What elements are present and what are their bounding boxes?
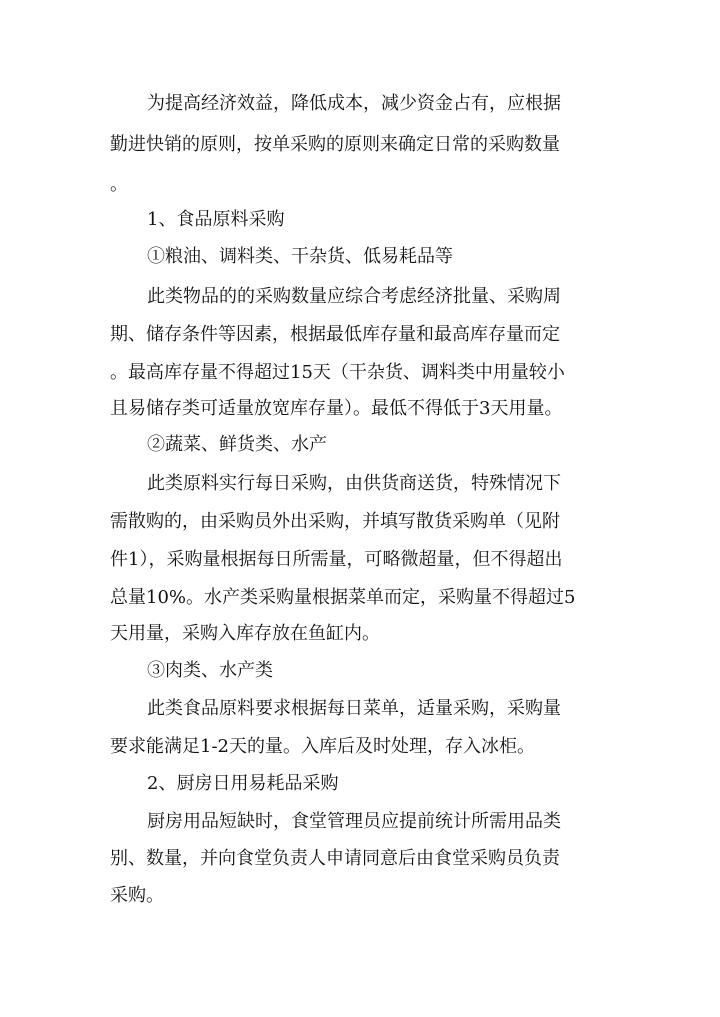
- text-line: 需散购的，由采购员外出采购，并填写散货采购单（见附: [110, 511, 560, 532]
- text-line: 别、数量，并向食堂负责人申请同意后由食堂采购员负责: [110, 848, 560, 869]
- text-line: 厨房用品短缺时，食堂管理员应提前统计所需用品类: [147, 811, 561, 832]
- text-line: 总量10%。水产类采购量根据菜单而定，采购量不得超过5: [110, 587, 576, 608]
- subsection-heading: ②蔬菜、鲜货类、水产: [147, 434, 327, 455]
- text-line: 期、储存条件等因素，根据最低库存量和最高库存量而定: [110, 324, 560, 345]
- subsection-heading: ①粮油、调料类、干杂货、低易耗品等: [147, 246, 453, 267]
- text-line: 。: [110, 174, 128, 195]
- text-line: 此类食品原料要求根据每日菜单，适量采购，采购量: [147, 698, 561, 719]
- text-line: 且易储存类可适量放宽库存量）。最低不得低于3天用量。: [110, 398, 563, 419]
- text-line: 要求能满足1-2天的量。入库后及时处理，存入冰柜。: [110, 736, 535, 757]
- section-heading: 1、食品原料采购: [147, 209, 285, 230]
- text-line: 件1），采购量根据每日所需量，可略微超量，但不得超出: [110, 549, 563, 570]
- section-heading: 2、厨房日用易耗品采购: [147, 773, 339, 794]
- text-line: 此类物品的的采购数量应综合考虑经济批量、采购周: [147, 286, 561, 307]
- subsection-heading: ③肉类、水产类: [147, 660, 273, 681]
- text-line: 勤进快销的原则，按单采购的原则来确定日常的采购数量: [110, 134, 560, 155]
- text-line: 为提高经济效益，降低成本，减少资金占有，应根据: [147, 93, 561, 114]
- text-line: 。最高库存量不得超过15天（干杂货、调料类中用量较小: [110, 362, 565, 383]
- text-line: 天用量，采购入库存放在鱼缸内。: [110, 623, 380, 644]
- text-line: 此类原料实行每日采购，由供货商送货，特殊情况下: [147, 473, 561, 494]
- text-line: 采购。: [110, 885, 164, 906]
